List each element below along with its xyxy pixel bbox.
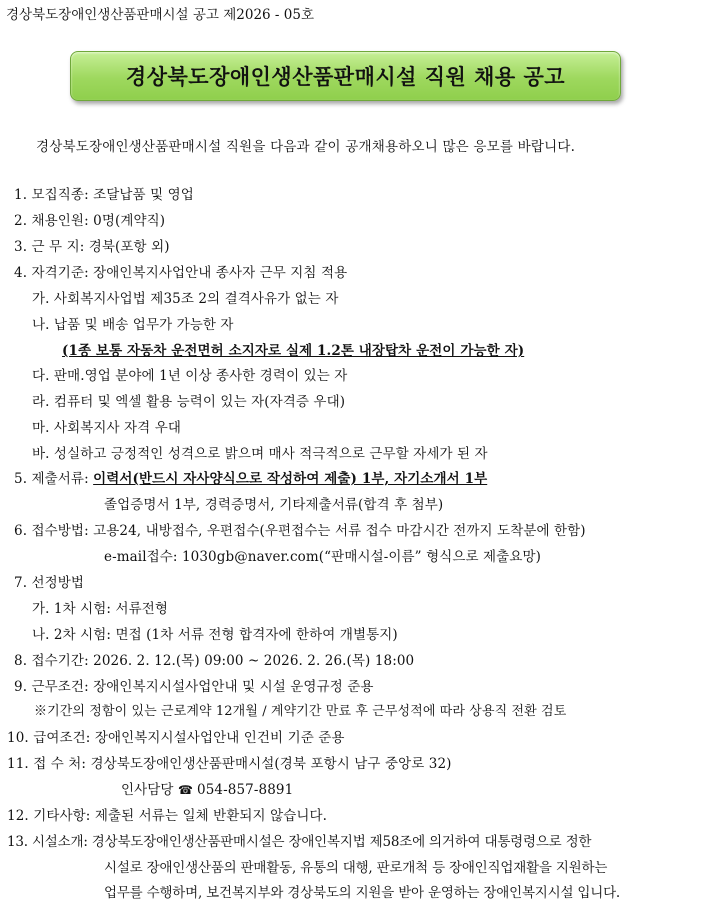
item-label: 접수방법:	[31, 523, 89, 539]
item-10	[7, 726, 345, 746]
item-number: 6.	[14, 523, 28, 539]
item-text: 장애인복지사업안내 종사자 근무 지침 적용	[93, 265, 348, 281]
item-number: 12.	[7, 808, 29, 824]
item-text: 경북(포항 외)	[88, 239, 170, 255]
item-7	[14, 571, 84, 591]
item-number: 7.	[14, 575, 28, 591]
item-text: 0명(계약직)	[93, 213, 166, 229]
phone-number: 054-857-8891	[197, 782, 294, 798]
item-7-sub-b: 나. 2차 시험: 면접 (1차 서류 전형 합격자에 한하여 개별통지)	[32, 627, 398, 643]
item-4-sub-b-note: (1종 보통 자동차 운전면허 소지자로 실제 1.2톤 내장탑차 운전이 가능한 자)	[62, 343, 525, 359]
phone-icon: ☎	[177, 783, 194, 797]
item-1	[14, 183, 194, 203]
item-label: 선정방법	[31, 575, 85, 591]
item-13-continued-1: 시설로 장애인생산품의 판매활동, 유통의 대행, 판로개척 등 장애인직업재활을 지원하는	[104, 860, 608, 876]
item-6	[14, 519, 586, 539]
item-12	[7, 804, 327, 824]
item-label: 시설소개:	[31, 834, 88, 850]
item-number: 4.	[14, 265, 28, 281]
item-label: 접수기간:	[31, 653, 89, 669]
document-number: 경상북도장애인생산품판매시설 공고 제2026 - 05호	[6, 7, 314, 23]
item-6-email: e-mail접수: 1030gb@naver.com(“판매시설-이름” 형식으로 제출요망)	[104, 549, 541, 565]
item-text: 고용24, 내방접수, 우편접수(우편접수는 서류 접수 마감시간 전까지 도착분에 한함)	[93, 523, 586, 539]
item-label: 근 무 지:	[31, 239, 85, 255]
item-text: 2026. 2. 12.(목) 09:00 ~ 2026. 2. 26.(목) 18:00	[93, 653, 415, 669]
item-text: 조달납품 및 영업	[93, 187, 194, 203]
item-2	[14, 209, 165, 229]
item-text: 장애인복지시설사업안내 인건비 기준 준용	[94, 730, 345, 746]
item-label: 근무조건:	[31, 679, 89, 695]
item-number: 9.	[14, 679, 28, 695]
item-8	[14, 649, 414, 669]
item-text: 제출된 서류는 일체 반환되지 않습니다.	[94, 808, 328, 824]
item-4-sub-b: 나. 납품 및 배송 업무가 가능한 자	[32, 317, 234, 333]
item-3	[14, 235, 170, 255]
item-number: 3.	[14, 239, 28, 255]
item-number: 8.	[14, 653, 28, 669]
item-5-continued: 졸업증명서 1부, 경력증명서, 기타제출서류(합격 후 첨부)	[104, 497, 444, 513]
item-5	[14, 467, 487, 487]
item-text: 경상북도장애인생산품판매시설(경북 포항시 남구 중앙로 32)	[90, 756, 452, 772]
item-label: 모집직종:	[31, 187, 89, 203]
item-11	[7, 752, 452, 772]
item-text: 장애인복지시설사업안내 및 시설 운영규정 준용	[93, 679, 374, 695]
contact-label: 인사담당	[121, 782, 174, 798]
item-4-sub-a: 가. 사회복지사업법 제35조 2의 결격사유가 없는 자	[32, 291, 339, 307]
item-4	[14, 261, 347, 281]
item-number: 11.	[7, 756, 29, 772]
item-label: 채용인원:	[31, 213, 89, 229]
item-text: 이력서(반드시 자사양식으로 작성하여 제출) 1부, 자기소개서 1부	[93, 471, 488, 487]
item-4-sub-d: 라. 컴퓨터 및 엑셀 활용 능력이 있는 자(자격증 우대)	[32, 394, 346, 410]
item-9	[14, 675, 374, 695]
item-number: 2.	[14, 213, 28, 229]
item-4-sub-f: 바. 성실하고 긍정적인 성격으로 밝으며 매사 적극적으로 근무할 자세가 된 자	[32, 446, 488, 462]
item-11-contact	[121, 778, 293, 798]
item-4-sub-e: 마. 사회복지사 자격 우대	[32, 420, 181, 436]
intro-text: 경상북도장애인생산품판매시설 직원을 다음과 같이 공개채용하오니 많은 응모를 바랍니다.	[36, 139, 576, 155]
item-label: 급여조건:	[33, 730, 91, 746]
item-number: 1.	[14, 187, 28, 203]
item-label: 자격기준:	[31, 265, 89, 281]
item-label: 기타사항:	[33, 808, 91, 824]
item-number: 10.	[7, 730, 29, 746]
item-label: 제출서류:	[31, 471, 89, 487]
title-banner	[70, 51, 621, 101]
item-4-sub-c: 다. 판매.영업 분야에 1년 이상 종사한 경력이 있는 자	[32, 368, 348, 384]
item-number: 13.	[7, 834, 28, 850]
item-label: 접 수 처:	[33, 756, 87, 772]
item-13-continued-2: 업무를 수행하며, 보건복지부와 경상북도의 지원을 받아 운영하는 장애인복지시설 입니다.	[104, 885, 621, 901]
item-text: 경상북도장애인생산품판매시설은 장애인복지법 제58조에 의거하여 대통령령으로 정한	[91, 834, 592, 850]
item-9-note: ※기간의 정함이 있는 근로계약 12개월 / 계약기간 만료 후 근무성적에 따라 상용직 전환 검토	[34, 704, 567, 719]
page-title: 경상북도장애인생산품판매시설 직원 채용 공고	[125, 64, 566, 89]
item-13	[7, 830, 591, 850]
item-7-sub-a: 가. 1차 시험: 서류전형	[32, 601, 169, 617]
item-number: 5.	[14, 471, 28, 487]
